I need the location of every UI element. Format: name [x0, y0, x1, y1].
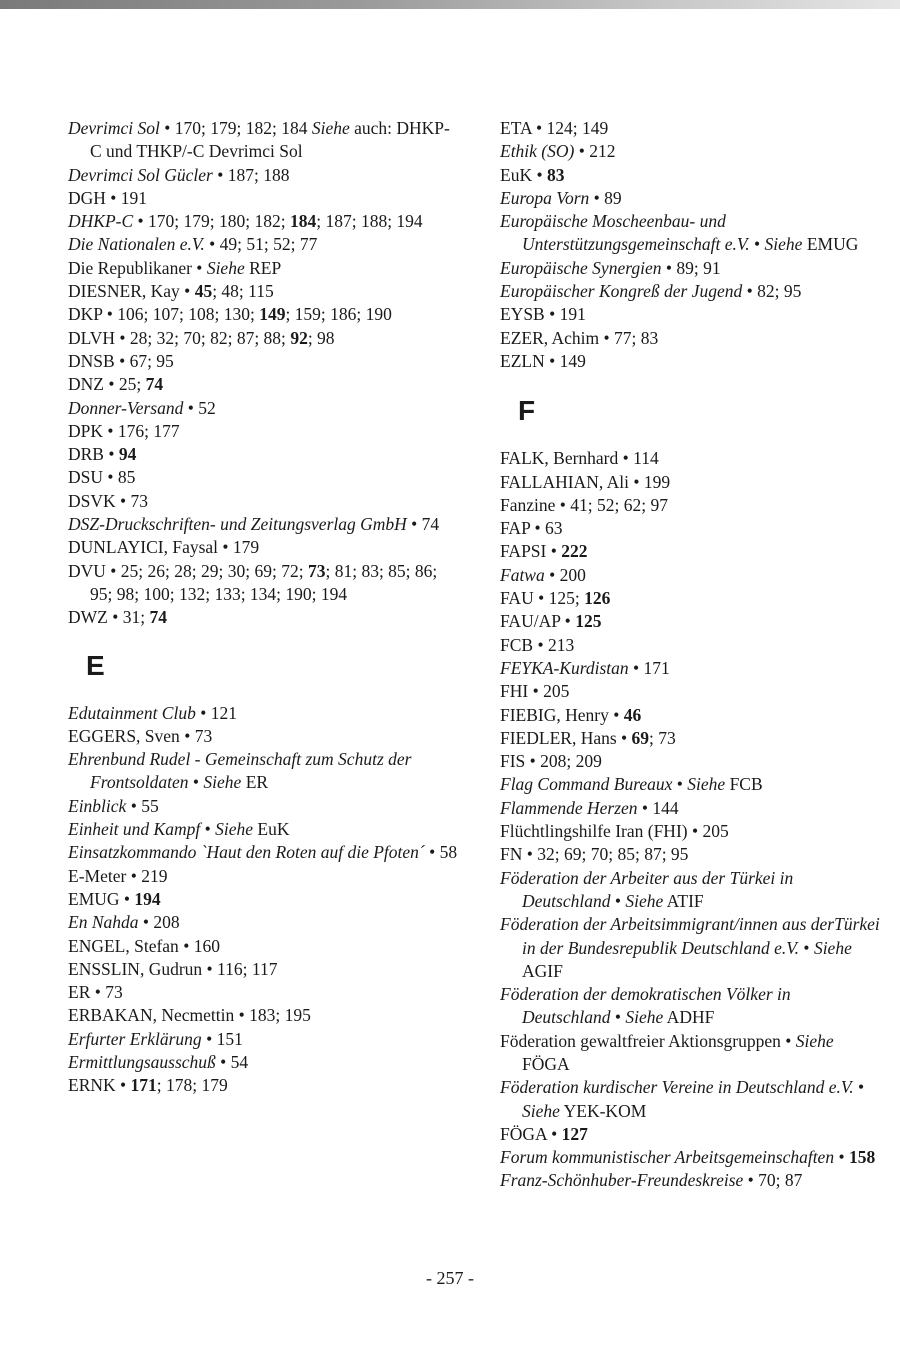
entry-pages: • 73	[115, 490, 149, 511]
entry-heading: Föderation der Arbeitsimmigrant/innen aus derTürkei in der Bundesrepublik Deutschland e.V.	[500, 914, 880, 958]
entry-pages: • 183; 195	[234, 1005, 311, 1026]
index-entry-dhkp-c	[68, 210, 458, 233]
entry-heading: DKP	[68, 304, 103, 325]
entry-pages: •	[672, 774, 688, 795]
entry-pages: •	[610, 1007, 626, 1028]
see-reference: Siehe	[206, 257, 245, 278]
entry-pages: • 179	[218, 537, 260, 558]
entry-pages: • 151	[201, 1028, 243, 1049]
entry-text: ADHF	[663, 1007, 715, 1028]
index-entry-e-meter	[68, 865, 458, 888]
entry-pages: • 55	[126, 795, 159, 816]
entry-pages: • 58	[424, 842, 458, 863]
see-reference: Siehe	[795, 1030, 834, 1051]
index-entry-europaische-synergien	[500, 257, 880, 280]
entry-text: ; 81; 83; 85; 86; 95; 98; 100; 132; 133; 134; 190; 194	[90, 560, 438, 604]
entry-pages: • 199	[628, 471, 671, 492]
entry-text: ; 73	[649, 727, 676, 748]
entry-heading: EZLN	[500, 350, 545, 371]
index-entry-ensslin-gudrun	[68, 958, 458, 981]
entry-heading: ENSSLIN, Gudrun	[68, 958, 203, 979]
index-entry-fallahian-ali	[500, 471, 880, 494]
entry-heading: FÖGA	[500, 1123, 547, 1144]
entry-heading: DRB	[68, 444, 104, 465]
entry-pages: •	[103, 444, 119, 465]
index-entry-dsz-druckschriften-und-zeitungsverlag-gm	[68, 513, 458, 536]
entry-page-bold: 45	[194, 281, 213, 302]
entry-page-bold: 69	[631, 727, 650, 748]
index-entry-devrimci-sol	[68, 117, 458, 164]
entry-heading: E-Meter	[68, 865, 127, 886]
index-entry-dlvh	[68, 327, 458, 350]
entry-page-bold: 171	[130, 1075, 157, 1096]
index-entry-fiebig-henry	[500, 704, 880, 727]
index-entry-erfurter-erklarung	[68, 1028, 458, 1051]
entry-heading: Föderation der demokratischen Völker in Deutschland	[500, 984, 791, 1028]
entry-pages: • 212	[574, 141, 616, 162]
entry-pages: • 219	[126, 865, 168, 886]
entry-pages: • 200	[544, 564, 586, 585]
entry-page-bold: 149	[259, 304, 286, 325]
entry-pages: • 205	[687, 821, 729, 842]
index-entry-fau-ap	[500, 610, 880, 633]
index-entry-foderation-gewaltfreier-aktionsgruppen	[500, 1030, 880, 1077]
index-entry-eggers-sven	[68, 725, 458, 748]
entry-pages: • 52	[183, 397, 216, 418]
entry-pages: • 67; 95	[114, 350, 174, 371]
index-entry-ezer-achim	[500, 327, 880, 350]
index-entry-ehrenbund-rudel-gemeinschaft-zum-schutz-	[68, 748, 458, 795]
entry-heading: Die Nationalen e.V.	[68, 234, 205, 255]
entry-pages: • 170; 179; 180; 182;	[133, 211, 290, 232]
entry-pages: • 63	[530, 518, 563, 539]
entry-text: ATIF	[663, 890, 704, 911]
entry-pages: •	[610, 890, 626, 911]
section-letter-f: F	[518, 395, 536, 427]
entry-heading: Föderation der Arbeiter aus der Türkei in Deutschland	[500, 867, 794, 911]
index-entry-foderation-der-arbeiter-aus-der-turkei-i	[500, 867, 880, 914]
entry-pages: • 89; 91	[661, 257, 721, 278]
entry-pages: • 85	[103, 467, 136, 488]
entry-page-bold: 125	[575, 611, 602, 632]
entry-pages: •	[799, 937, 814, 958]
index-entry-ethik-so	[500, 140, 880, 163]
entry-heading: DSU	[68, 467, 104, 488]
index-entry-foderation-der-demokratischen-volker-in-	[500, 983, 880, 1030]
index-entry-diesner-kay	[68, 280, 458, 303]
entry-heading: DNZ	[68, 374, 104, 395]
entry-pages: • 25;	[103, 374, 146, 395]
index-entry-dnz	[68, 373, 458, 396]
entry-page-bold: 46	[623, 704, 642, 725]
index-entry-fiedler-hans	[500, 727, 880, 750]
index-entry-fatwa	[500, 564, 880, 587]
index-entry-dpk	[68, 420, 458, 443]
index-entry-dsu	[68, 466, 458, 489]
see-reference: Siehe	[813, 937, 852, 958]
index-column-right	[500, 117, 880, 1193]
entry-pages: • 25; 26; 28; 29; 30; 69; 72;	[105, 560, 308, 581]
top-edge-bar	[0, 0, 900, 9]
index-entry-fcb	[500, 634, 880, 657]
entry-heading: ER	[68, 982, 91, 1003]
index-entry-er	[68, 981, 458, 1004]
see-reference: Siehe	[625, 1007, 664, 1028]
index-entry-donner-versand	[68, 397, 458, 420]
entry-page-bold: 74	[145, 374, 164, 395]
index-entry-fluchtlingshilfe-iran-fhi	[500, 820, 880, 843]
see-reference: Siehe	[764, 234, 803, 255]
entry-heading: Ehrenbund Rudel - Gemeinschaft zum Schutz der Frontsoldaten	[68, 749, 412, 793]
entry-pages: •	[853, 1077, 865, 1098]
entry-pages: • 213	[533, 634, 575, 655]
index-entry-europaische-moscheenbau-und-unterstutzun	[500, 210, 880, 257]
entry-heading: Flammende Herzen	[500, 797, 638, 818]
entry-text: ; 187; 188; 194	[316, 211, 423, 232]
entry-heading: EZER, Achim	[500, 327, 600, 348]
entry-text: FCB	[725, 774, 763, 795]
entry-heading: En Nahda	[68, 912, 139, 933]
section-letter-e: E	[86, 649, 105, 681]
entry-heading: FN	[500, 844, 523, 865]
entry-pages: •	[749, 234, 765, 255]
entry-pages: • 144	[637, 797, 679, 818]
index-entry-fapsi	[500, 540, 880, 563]
index-entry-dnsb	[68, 350, 458, 373]
index-entry-devrimci-sol-gucler	[68, 164, 458, 187]
entry-text: EuK	[253, 819, 290, 840]
entry-heading: Föderation gewaltfreier Aktionsgruppen	[500, 1030, 781, 1051]
index-entry-eta	[500, 117, 880, 140]
entry-pages: • 187; 188	[212, 164, 290, 185]
index-entry-die-republikaner	[68, 257, 458, 280]
entry-page-bold: 92	[290, 327, 308, 348]
entry-pages: •	[560, 611, 576, 632]
page-number: - 257 -	[426, 1268, 474, 1288]
index-entry-feyka-kurdistan	[500, 657, 880, 680]
entry-heading: FAU/AP	[500, 611, 561, 632]
index-entry-erbakan-necmettin	[68, 1004, 458, 1027]
entry-pages: •	[200, 819, 216, 840]
entry-heading: Forum kommunistischer Arbeitsgemeinschaften	[500, 1147, 835, 1168]
entry-pages: • 176; 177	[103, 420, 180, 441]
entry-heading: Fanzine	[500, 494, 556, 515]
entry-heading: Die Republikaner	[68, 257, 192, 278]
index-entry-fau	[500, 587, 880, 610]
index-entry-ermittlungsausschu	[68, 1051, 458, 1074]
entry-heading: DHKP-C	[68, 211, 134, 232]
entry-heading: Flag Command Bureaux	[500, 774, 673, 795]
entry-heading: FIEDLER, Hans	[500, 727, 617, 748]
entry-pages: • 73	[179, 725, 213, 746]
index-entry-edutainment-club	[68, 702, 458, 725]
entry-heading: FAU	[500, 588, 534, 609]
entry-pages: • 31;	[107, 607, 150, 628]
entry-pages: • 32; 69; 70; 85; 87; 95	[522, 844, 689, 865]
entry-text: FÖGA	[522, 1053, 570, 1074]
see-reference: Siehe	[215, 819, 254, 840]
index-entry-eysb	[500, 303, 880, 326]
entry-pages: • 116; 117	[202, 958, 278, 979]
entry-heading: Flüchtlingshilfe Iran (FHI)	[500, 821, 688, 842]
index-entry-europa-vorn	[500, 187, 880, 210]
entry-heading: Edutainment Club	[68, 702, 196, 723]
entry-text: ; 178; 179	[156, 1075, 228, 1096]
entry-pages: •	[115, 1075, 131, 1096]
entry-pages: •	[608, 704, 624, 725]
entry-heading: EGGERS, Sven	[68, 725, 180, 746]
entry-heading: DPK	[68, 420, 104, 441]
index-entry-dwz	[68, 606, 458, 629]
entry-heading: Europäische Synergien	[500, 257, 662, 278]
entry-pages: • 170; 179; 182; 184	[159, 118, 312, 138]
entry-pages: •	[546, 541, 562, 562]
entry-pages: • 191	[544, 304, 586, 325]
index-entry-fanzine	[500, 494, 880, 517]
entry-pages: • 121	[195, 702, 237, 723]
entry-pages: • 89	[589, 187, 622, 208]
entry-heading: DNSB	[68, 350, 115, 371]
entry-page-bold: 158	[848, 1147, 876, 1168]
entry-heading: EMUG	[68, 888, 120, 909]
entry-heading: Franz-Schönhuber-Freundeskreise	[500, 1170, 744, 1191]
entry-page-bold: 222	[561, 541, 588, 562]
entry-pages: • 149	[544, 350, 586, 371]
index-entry-fap	[500, 517, 880, 540]
entry-heading: ETA	[500, 118, 532, 138]
entry-pages: • 77; 83	[599, 327, 659, 348]
entry-heading: Erfurter Erklärung	[68, 1028, 202, 1049]
see-reference: Siehe	[625, 890, 664, 911]
entry-page-bold: 83	[546, 164, 565, 185]
entry-page-bold: 94	[118, 444, 137, 465]
entry-heading: DIESNER, Kay	[68, 281, 180, 302]
entry-heading: Fatwa	[500, 564, 545, 585]
index-entry-dkp	[68, 303, 458, 326]
entry-pages: • 74	[406, 514, 440, 535]
entry-page-bold: 184	[289, 211, 317, 232]
entry-pages: • 70; 87	[743, 1170, 803, 1191]
index-entry-en-nahda	[68, 911, 458, 934]
entry-heading: FCB	[500, 634, 534, 655]
index-entry-einblick	[68, 795, 458, 818]
entry-heading: Einblick	[68, 795, 127, 816]
index-entry-fis	[500, 750, 880, 773]
entry-pages: • 73	[90, 982, 123, 1003]
entry-page-bold: 126	[584, 588, 611, 609]
entry-heading: FEYKA-Kurdistan	[500, 657, 629, 678]
entry-heading: EuK	[500, 164, 533, 185]
entry-heading: DLVH	[68, 327, 115, 348]
entry-heading: Ermittlungsausschuß	[68, 1051, 216, 1072]
entry-pages: •	[780, 1030, 796, 1051]
entry-pages: • 106; 107; 108; 130;	[102, 304, 260, 325]
entry-heading: Ethik (SO)	[500, 141, 575, 162]
entry-pages: •	[179, 281, 195, 302]
entry-pages: • 208	[138, 912, 180, 933]
index-entry-fn	[500, 843, 880, 866]
entry-text: auch: DHKP-C und THKP/-C Devrimci Sol	[90, 118, 450, 162]
entry-heading: Donner-Versand	[68, 397, 184, 418]
entry-heading: Europa Vorn	[500, 187, 590, 208]
entry-heading: Einsatzkommando `Haut den Roten auf die Pfoten´	[68, 842, 425, 863]
index-entry-einsatzkommando-haut-den-roten-auf-die-p	[68, 841, 458, 864]
entry-pages: •	[191, 257, 207, 278]
entry-pages: • 125;	[533, 588, 585, 609]
entry-pages: •	[532, 164, 547, 185]
entry-pages: • 82; 95	[742, 281, 802, 302]
entry-heading: FIEBIG, Henry	[500, 704, 609, 725]
entry-heading: FHI	[500, 681, 529, 702]
entry-pages: •	[834, 1147, 849, 1168]
index-entry-falk-bernhard	[500, 447, 880, 470]
entry-text: AGIF	[522, 960, 563, 981]
entry-pages: • 208; 209	[525, 751, 602, 772]
index-column-left	[68, 117, 458, 1098]
index-entry-dvu	[68, 560, 458, 607]
entry-heading: DVU	[68, 560, 106, 581]
entry-heading: Devrimci Sol Gücler	[68, 164, 213, 185]
index-entry-fhi	[500, 680, 880, 703]
entry-pages: • 191	[105, 187, 148, 208]
entry-text: ER	[241, 772, 269, 793]
entry-page-bold: 127	[561, 1123, 588, 1144]
index-entry-drb	[68, 443, 458, 466]
entry-text: REP	[244, 257, 282, 278]
entry-heading: Europäischer Kongreß der Jugend	[500, 281, 743, 302]
entry-heading: DWZ	[68, 607, 108, 628]
entry-page-bold: 74	[149, 607, 167, 628]
index-entry-dunlayici-faysal	[68, 536, 458, 559]
entry-heading: DSZ-Druckschriften- und Zeitungsverlag GmbH	[68, 514, 407, 535]
index-entry-foga	[500, 1123, 880, 1146]
entry-pages: • 124; 149	[531, 118, 609, 138]
entry-pages: • 160	[178, 935, 220, 956]
entry-heading: ENGEL, Stefan	[68, 935, 179, 956]
index-entry-euk	[500, 164, 880, 187]
entry-text: YEK-KOM	[559, 1100, 647, 1121]
index-entry-europaischer-kongre-der-jugend	[500, 280, 880, 303]
entry-pages: • 114	[618, 448, 659, 469]
entry-pages: •	[546, 1123, 562, 1144]
entry-page-bold: 194	[134, 888, 161, 909]
entry-heading: ERBAKAN, Necmettin	[68, 1005, 235, 1026]
entry-heading: Föderation kurdischer Vereine in Deutschland e.V.	[500, 1077, 854, 1098]
entry-pages: •	[119, 888, 135, 909]
entry-heading: DGH	[68, 187, 106, 208]
see-reference: Siehe	[687, 774, 726, 795]
entry-heading: FIS	[500, 751, 526, 772]
index-entry-dgh	[68, 187, 458, 210]
entry-pages: • 205	[528, 681, 570, 702]
entry-pages: • 41; 52; 62; 97	[555, 494, 668, 515]
entry-pages: •	[616, 727, 632, 748]
entry-pages: • 54	[215, 1051, 249, 1072]
index-entry-einheit-und-kampf	[68, 818, 458, 841]
index-entry-foderation-kurdischer-vereine-in-deutsch	[500, 1076, 880, 1123]
index-entry-die-nationalen-e-v	[68, 233, 458, 256]
index-entry-dsvk	[68, 490, 458, 513]
entry-heading: EYSB	[500, 304, 545, 325]
entry-heading: DUNLAYICI, Faysal	[68, 537, 219, 558]
see-reference: Siehe	[203, 772, 242, 793]
index-entry-ezln	[500, 350, 880, 373]
index-entry-flammende-herzen	[500, 797, 880, 820]
see-reference: Siehe	[311, 118, 350, 138]
index-entry-flag-command-bureaux	[500, 773, 880, 796]
index-entry-franz-schonhuber-freundeskreise	[500, 1169, 880, 1192]
entry-heading: ERNK	[68, 1075, 116, 1096]
index-entry-ernk	[68, 1074, 458, 1097]
index-entry-foderation-der-arbeitsimmigrant-innen-au	[500, 913, 880, 983]
entry-text: ; 159; 186; 190	[285, 304, 392, 325]
entry-pages: •	[188, 772, 204, 793]
entry-heading: DSVK	[68, 490, 116, 511]
index-entry-emug	[68, 888, 458, 911]
entry-text: ; 48; 115	[212, 281, 274, 302]
entry-page-bold: 73	[307, 560, 326, 581]
entry-heading: Einheit und Kampf	[68, 819, 201, 840]
index-entry-engel-stefan	[68, 935, 458, 958]
entry-heading: FALLAHIAN, Ali	[500, 471, 629, 492]
index-entry-forum-kommunistischer-arbeitsgemeinschaf	[500, 1146, 880, 1169]
entry-heading: FAPSI	[500, 541, 547, 562]
entry-pages: • 28; 32; 70; 82; 87; 88;	[115, 327, 291, 348]
entry-pages: • 171	[628, 657, 670, 678]
entry-text: ; 98	[307, 327, 335, 348]
entry-heading: FALK, Bernhard	[500, 448, 619, 469]
entry-heading: FAP	[500, 518, 531, 539]
entry-heading: Devrimci Sol	[68, 118, 160, 138]
see-reference: Siehe	[522, 1100, 560, 1121]
entry-heading: Europäische Moscheenbau- und Unterstützungsgemeinschaft e.V.	[500, 211, 750, 255]
entry-text: EMUG	[802, 234, 859, 255]
entry-pages: • 49; 51; 52; 77	[204, 234, 318, 255]
